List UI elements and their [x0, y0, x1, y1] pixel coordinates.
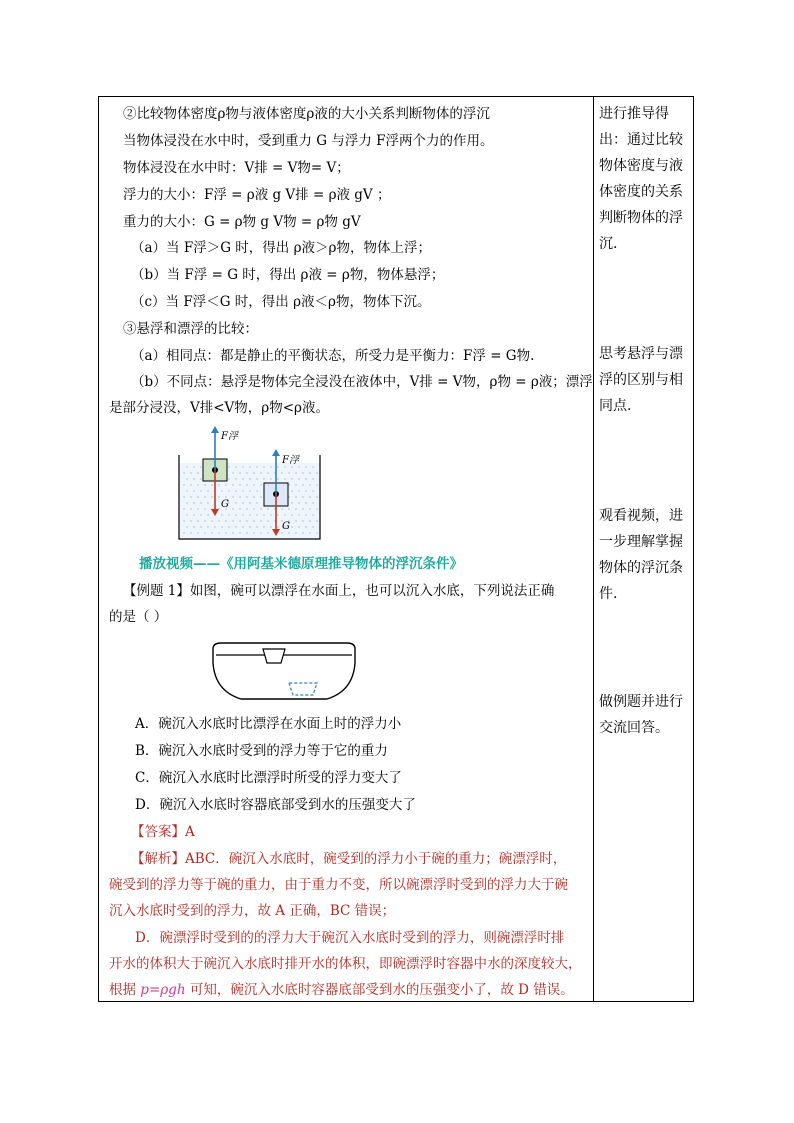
water-dot	[190, 472, 191, 473]
water-dot	[284, 514, 285, 515]
water-dot	[291, 478, 292, 479]
water-dot	[200, 478, 201, 479]
water-dot	[256, 490, 257, 491]
water-dot	[186, 526, 187, 527]
water-dot	[291, 514, 292, 515]
difference-text-1: （b）不同点：悬浮是物体完全浸没在液体中，V排 = V物，ρ物 = ρ液；漂浮	[131, 374, 593, 390]
water-dot	[190, 520, 191, 521]
water-dot	[302, 532, 303, 533]
water-dot	[316, 520, 317, 521]
water-dot	[256, 526, 257, 527]
water-dot	[211, 496, 212, 497]
water-dot	[239, 532, 240, 533]
pressure-formula: p=ρgh	[140, 982, 186, 998]
example-question-1: 【例题 1】如图，碗可以漂浮在水面上，也可以沉入水底，下列说法正确	[123, 583, 555, 599]
water-dot	[200, 502, 201, 503]
water-dot	[183, 532, 184, 533]
water-dot	[225, 532, 226, 533]
water-dot	[197, 496, 198, 497]
water-dot	[312, 502, 313, 503]
water-dot	[235, 490, 236, 491]
water-dot	[221, 514, 222, 515]
water-dot	[200, 490, 201, 491]
water-dot	[288, 508, 289, 509]
water-dot	[309, 508, 310, 509]
water-dot	[207, 502, 208, 503]
example-question-2: 的是（ ）	[109, 609, 168, 625]
water-dot	[291, 466, 292, 467]
water-dot	[186, 490, 187, 491]
water-dot	[260, 472, 261, 473]
water-dot	[277, 526, 278, 527]
water-dot	[312, 526, 313, 527]
water-dot	[312, 514, 313, 515]
lesson-table	[98, 96, 694, 1002]
water-dot	[193, 502, 194, 503]
water-dot	[193, 466, 194, 467]
water-dot	[200, 526, 201, 527]
water-dot	[302, 496, 303, 497]
bowl-figure	[209, 637, 359, 707]
analysis-line-3: 沉入水底时受到的浮力，故 A 正确，BC 错误；	[109, 903, 396, 919]
water-dot	[295, 484, 296, 485]
water-dot	[242, 466, 243, 467]
activity-column	[599, 97, 691, 1001]
water-dot	[281, 508, 282, 509]
water-dot	[312, 490, 313, 491]
water-dot	[253, 484, 254, 485]
option-a: A．碗沉入水底时比漂浮在水面上时的浮力小	[135, 716, 402, 732]
water-dot	[256, 514, 257, 515]
similarity-text: （a）相同点：都是静止的平衡状态，所受力是平衡力：F浮 = G物.	[131, 348, 535, 364]
water-dot	[288, 484, 289, 485]
water-dot	[298, 514, 299, 515]
side-line: 进行推导得	[599, 106, 669, 122]
water-dot	[270, 466, 271, 467]
water-dot	[249, 502, 250, 503]
water-dot	[260, 508, 261, 509]
water-dot	[186, 502, 187, 503]
water-dot	[228, 466, 229, 467]
water-dot	[288, 472, 289, 473]
arrow-head-up-icon	[272, 449, 280, 456]
water-dot	[295, 496, 296, 497]
side-line: 思考悬浮与漂	[599, 346, 683, 362]
water-dot	[263, 514, 264, 515]
label-f-float-1: F浮	[221, 431, 238, 442]
water-dot	[249, 466, 250, 467]
water-dot	[312, 478, 313, 479]
water-dot	[239, 484, 240, 485]
water-dot	[270, 526, 271, 527]
option-c: C．碗沉入水底时比漂浮时所受的浮力变大了	[135, 770, 402, 786]
water-dot	[190, 532, 191, 533]
water-dot	[193, 526, 194, 527]
water-dot	[305, 502, 306, 503]
water-dot	[291, 502, 292, 503]
side-line: 物体的浮沉条	[599, 560, 683, 576]
immersed-forces-text: 当物体浸没在水中时，受到重力 G 与浮力 F浮两个力的作用。	[123, 133, 494, 149]
water-dot	[309, 496, 310, 497]
water-dot	[232, 484, 233, 485]
water-dot	[207, 526, 208, 527]
water-dot	[232, 520, 233, 521]
side-line: 件.	[599, 586, 618, 602]
side-line: 出：通过比较	[599, 132, 683, 148]
side-line: 交流回答。	[599, 720, 669, 736]
side-line: 同点.	[599, 398, 632, 414]
water-dot	[218, 520, 219, 521]
water-dot	[246, 520, 247, 521]
water-dot	[211, 532, 212, 533]
water-dot	[302, 520, 303, 521]
water-dot	[235, 478, 236, 479]
water-dot	[302, 484, 303, 485]
buoyancy-figure	[175, 423, 325, 543]
water-dot	[183, 496, 184, 497]
water-dot	[298, 502, 299, 503]
water-dot	[277, 478, 278, 479]
water-dot	[281, 532, 282, 533]
water-dot	[218, 496, 219, 497]
water-dot	[312, 466, 313, 467]
label-g-2: G	[282, 521, 290, 532]
water-dot	[267, 508, 268, 509]
water-dot	[316, 496, 317, 497]
water-dot	[309, 484, 310, 485]
analysis-line-6	[109, 981, 574, 999]
side-line: 体密度的关系	[599, 184, 683, 200]
water-dot	[249, 514, 250, 515]
water-dot	[295, 520, 296, 521]
side-line: 一步理解掌握	[599, 534, 683, 550]
water-dot	[214, 526, 215, 527]
water-dot	[239, 520, 240, 521]
water-dot	[277, 514, 278, 515]
water-dot	[288, 532, 289, 533]
water-dot	[249, 490, 250, 491]
water-dot	[246, 532, 247, 533]
water-dot	[183, 520, 184, 521]
water-dot	[305, 478, 306, 479]
water-dot	[225, 520, 226, 521]
water-dot	[260, 520, 261, 521]
water-dot	[267, 532, 268, 533]
water-dot	[316, 532, 317, 533]
water-dot	[235, 526, 236, 527]
water-dot	[309, 520, 310, 521]
arrow-head-up-icon	[211, 426, 219, 433]
water-dot	[263, 466, 264, 467]
water-dot	[284, 466, 285, 467]
water-dot	[242, 490, 243, 491]
buoyancy-equation: 浮力的大小：F浮 = ρ液 g V排 = ρ液 gV ；	[123, 187, 391, 203]
water-dot	[186, 478, 187, 479]
water-dot	[200, 466, 201, 467]
water-dot	[260, 496, 261, 497]
water-dot	[228, 478, 229, 479]
comparison-title: ③悬浮和漂浮的比较：	[123, 321, 258, 337]
water-dot	[232, 496, 233, 497]
floating-bowl	[263, 649, 285, 663]
water-dot	[298, 526, 299, 527]
water-dot	[253, 508, 254, 509]
water-dot	[260, 532, 261, 533]
water-dot	[305, 490, 306, 491]
water-dot	[309, 532, 310, 533]
side-line: 沉.	[599, 236, 618, 252]
case-c: （c）当 F浮＜G 时，得出 ρ液＜ρ物，物体下沉。	[131, 294, 431, 310]
water-dot	[249, 526, 250, 527]
water-dot	[197, 508, 198, 509]
option-b: B．碗沉入水底时受到的浮力等于它的重力	[135, 743, 388, 759]
label-f-float-2: F浮	[282, 455, 299, 466]
water-dot	[305, 466, 306, 467]
water-dot	[228, 514, 229, 515]
water-dot	[291, 526, 292, 527]
water-dot	[305, 514, 306, 515]
water-dot	[288, 496, 289, 497]
water-dot	[267, 520, 268, 521]
water-dot	[298, 490, 299, 491]
water-dot	[221, 490, 222, 491]
water-dot	[302, 472, 303, 473]
water-dot	[295, 472, 296, 473]
water-dot	[197, 532, 198, 533]
water-dot	[193, 490, 194, 491]
water-dot	[183, 472, 184, 473]
water-dot	[190, 496, 191, 497]
water-dot	[270, 514, 271, 515]
water-dot	[207, 514, 208, 515]
water-dot	[204, 532, 205, 533]
water-dot	[242, 526, 243, 527]
water-dot	[197, 472, 198, 473]
water-dot	[284, 478, 285, 479]
water-dot	[249, 478, 250, 479]
volume-equation: 物体浸没在水中时：V排 = V物= V；	[123, 160, 350, 176]
water-dot	[242, 502, 243, 503]
water-dot	[190, 508, 191, 509]
density-compare-title: ②比较物体密度ρ物与液体密度ρ液的大小关系判断物体的浮沉	[123, 106, 490, 122]
water-dot	[186, 466, 187, 467]
water-dot	[211, 484, 212, 485]
water-dot	[298, 478, 299, 479]
water-dot	[232, 472, 233, 473]
water-dot	[239, 472, 240, 473]
water-dot	[190, 484, 191, 485]
case-a: （a）当 F浮＞G 时，得出 ρ液＞ρ物，物体上浮；	[131, 240, 431, 256]
water-dot	[253, 496, 254, 497]
water-dot	[225, 496, 226, 497]
water-dot	[253, 520, 254, 521]
content-column	[105, 97, 593, 1001]
water-dot	[277, 466, 278, 467]
difference-text-2: 是部分浸没，V排<V物，ρ物<ρ液。	[109, 400, 329, 416]
water-dot	[256, 502, 257, 503]
side-line: 物体密度与液	[599, 158, 683, 174]
analysis-line-1: 【解析】ABC．碗沉入水底时，碗受到的浮力小于碗的重力；碗漂浮时，	[131, 851, 567, 867]
side-line: 做例题并进行	[599, 694, 683, 710]
water-dot	[291, 490, 292, 491]
water-dot	[305, 526, 306, 527]
water-dot	[207, 490, 208, 491]
water-dot	[281, 472, 282, 473]
water-dot	[253, 532, 254, 533]
case-b: （b）当 F浮 = G 时，得出 ρ液 = ρ物，物体悬浮；	[131, 267, 445, 283]
water-dot	[193, 478, 194, 479]
water-dot	[253, 472, 254, 473]
answer-text: 【答案】A	[131, 824, 195, 840]
water-dot	[186, 514, 187, 515]
water-dot	[225, 484, 226, 485]
water-dot	[204, 496, 205, 497]
gravity-equation: 重力的大小：G = ρ物 g V物 = ρ物 gV	[123, 214, 361, 230]
label-g-1: G	[221, 499, 229, 510]
water-dot	[316, 472, 317, 473]
water-dot	[235, 514, 236, 515]
water-dot	[263, 478, 264, 479]
water-dot	[211, 520, 212, 521]
water-dot	[235, 502, 236, 503]
analysis-line-5: 开水的体积大于碗沉入水底时排开水的体积，即碗漂浮时容器中水的深度较大，	[109, 956, 582, 972]
analysis-line-2: 碗受到的浮力等于碗的重力，由于重力不变，所以碗漂浮时受到的浮力大于碗	[109, 877, 568, 893]
water-dot	[221, 526, 222, 527]
water-dot	[246, 496, 247, 497]
side-line: 判断物体的浮	[599, 210, 683, 226]
side-line: 观看视频，进	[599, 508, 683, 524]
analysis-suffix: 可知，碗沉入水底时容器底部受到水的压强变小了，故 D 错误。	[185, 982, 574, 998]
water-dot	[260, 484, 261, 485]
water-dot	[218, 532, 219, 533]
water-dot	[232, 508, 233, 509]
water-dot	[242, 514, 243, 515]
water-dot	[295, 508, 296, 509]
water-dot	[263, 526, 264, 527]
column-divider	[593, 97, 594, 1001]
water-dot	[246, 484, 247, 485]
water-dot	[270, 478, 271, 479]
water-dot	[298, 466, 299, 467]
water-dot	[239, 496, 240, 497]
water-dot	[256, 478, 257, 479]
water-dot	[295, 532, 296, 533]
water-dot	[197, 520, 198, 521]
water-dot	[239, 508, 240, 509]
water-dot	[316, 508, 317, 509]
water-dot	[235, 466, 236, 467]
water-dot	[204, 520, 205, 521]
analysis-line-4: D．碗漂浮时受到的的浮力大于碗沉入水底时受到的浮力，则碗漂浮时排	[135, 930, 565, 946]
water-dot	[316, 484, 317, 485]
side-line: 浮的区别与相	[599, 372, 683, 388]
video-title: 播放视频——《用阿基米德原理推导物体的浮沉条件》	[139, 556, 463, 572]
analysis-prefix: 根据	[109, 982, 141, 998]
water-dot	[204, 508, 205, 509]
water-dot	[242, 478, 243, 479]
water-dot	[183, 508, 184, 509]
water-dot	[218, 484, 219, 485]
water-dot	[228, 490, 229, 491]
water-dot	[200, 514, 201, 515]
water-dot	[267, 472, 268, 473]
water-dot	[228, 526, 229, 527]
option-d: D．碗沉入水底时容器底部受到水的压强变大了	[135, 797, 416, 813]
water-dot	[302, 508, 303, 509]
water-dot	[232, 532, 233, 533]
water-dot	[204, 484, 205, 485]
water-dot	[193, 514, 194, 515]
water-dot	[246, 508, 247, 509]
water-dot	[309, 472, 310, 473]
water-dot	[246, 472, 247, 473]
water-dot	[197, 484, 198, 485]
water-dot	[183, 484, 184, 485]
water-dot	[256, 466, 257, 467]
